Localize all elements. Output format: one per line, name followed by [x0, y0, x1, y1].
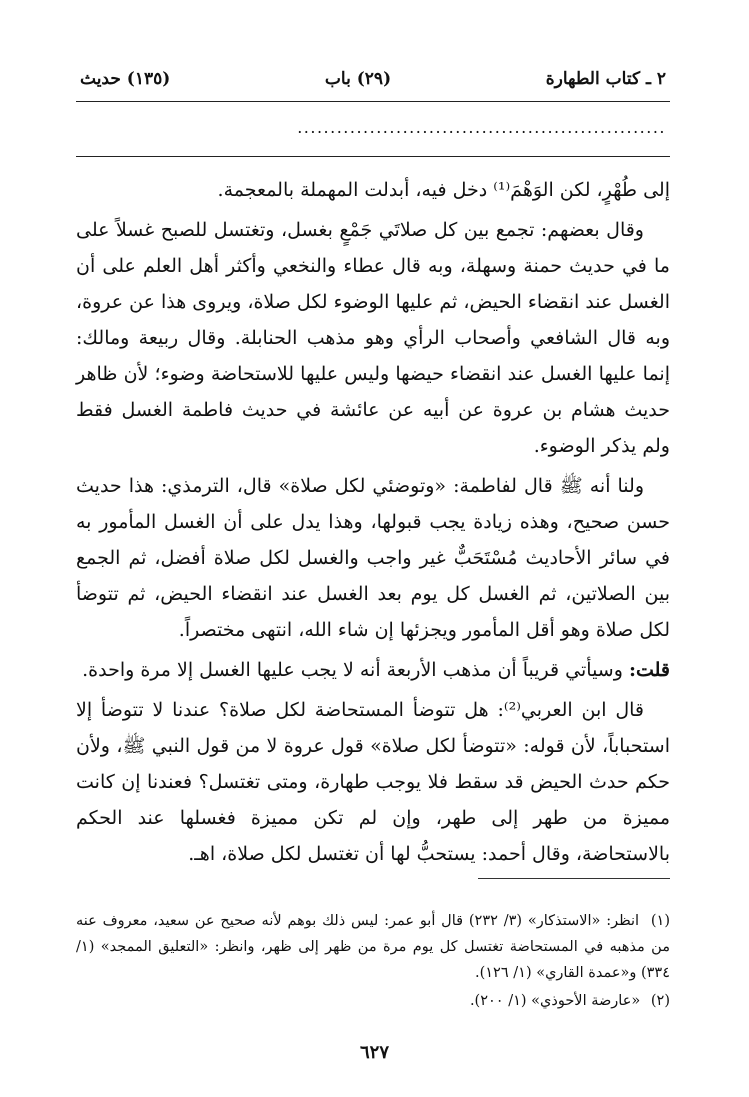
paragraph-2: وقال بعضهم: تجمع بين كل صلاتَي جَمْعٍ بغسل، وتغتسل للصبح غسلاً على ما في حديث حمنة وسهلة، وبه قال عطاء والنخعي وأكثر أهل العلم على أن الغسل عند انقضاء الحيض، ثم عليها الوضوء لكل صلاة، ويروى هذا عن عروة، وبه قال الشافعي وأصحاب الرأي وهو مذهب الحنابلة. وقال ربيعة ومالك: إنما عليها الغسل عند انقضاء حيضها وليس عليها للاستحاضة وضوء؛ لأن ظاهر حديث هشام بن عروة عن أبيه عن عائشة في حديث فاطمة الغسل فقط ولم يذكر الوضوء. [76, 219, 670, 457]
footnote-1-number: (١) [650, 913, 670, 929]
footnote-2-number: (٢) [650, 993, 670, 1009]
footnotes [76, 908, 670, 1016]
footnote-1-text: انظر: «الاستذكار» (٣/ ٢٣٢) قال أبو عمر: ليس ذلك بوهم لأنه صحيح عن سعيد، معروف عنه من مذهبه في المستحاضة تغتسل كل يوم مرة من ظهر إلى ظهر، وانظر: «التعليق الممجد» (١/ ٣٣٤) و«عمدة القاري» (١/ ١٢٦). [76, 913, 670, 981]
separator-rule [76, 156, 670, 157]
running-header [80, 62, 666, 96]
paragraph-4 [76, 652, 670, 688]
paragraph-4-text: وسيأتي قريباً أن مذهب الأربعة أنه لا يجب عليها الغسل إلا مرة واحدة. [82, 659, 629, 681]
page-number: ٦٢٧ [359, 1042, 389, 1063]
qultu-label: قلت: [628, 659, 670, 681]
paragraph-5: قال ابن العربي⁽²⁾: هل تتوضأ المستحاضة لكل صلاة؟ عندنا لا تتوضأ إلا استحباباً، لأن قوله: «تتوضأ لكل صلاة» قول عروة لا من قول النبي ﷺ، ولأن حكم حدث الحيض قد سقط فلا يوجب طهارة، ومتى تغتسل؟ فعندنا إن كانت مميزة من طهر إلى طهر، وإن لم تكن مميزة فغسلها عند الحكم بالاستحاضة، وقال أحمد: يستحبُّ لها أن تغتسل لكل صلاة، اهـ. [76, 699, 670, 865]
separator-dots: ........................................................ [297, 118, 666, 137]
footnote-rule [478, 878, 670, 879]
paragraph-1: إلى طُهْرٍ، لكن الوَهْمَ⁽¹⁾ دخل فيه، أبدلت المهملة بالمعجمة. [217, 179, 670, 201]
main-text [76, 172, 670, 876]
paragraph-3: ولنا أنه ﷺ قال لفاطمة: «وتوضئي لكل صلاة» قال، الترمذي: هذا حديث حسن صحيح، وهذه زيادة يجب قبولها، وهذا يدل على أن الغسل المأمور به في سائر الأحاديث مُسْتَحَبٌّ غير واجب والغسل لكل صلاة أفضل، ثم الجمع بين الصلاتين، ثم الغسل كل يوم بعد الغسل عند انقضاء الحيض، ثم تتوضأ لكل صلاة وهو أقل المأمور ويجزئها إن شاء الله، انتهى مختصراً. [76, 475, 670, 641]
footnote-2-text: «عارضة الأحوذي» (١/ ٢٠٠). [469, 993, 641, 1009]
header-rule [76, 101, 670, 102]
footnote-1 [76, 908, 670, 986]
header-book-title: ٢ ـ كتاب الطهارة [545, 69, 666, 89]
header-hadith-number: (١٣٥) حديث [80, 69, 171, 89]
footnote-2 [76, 988, 670, 1014]
header-chapter: (٢٩) باب [324, 69, 392, 89]
